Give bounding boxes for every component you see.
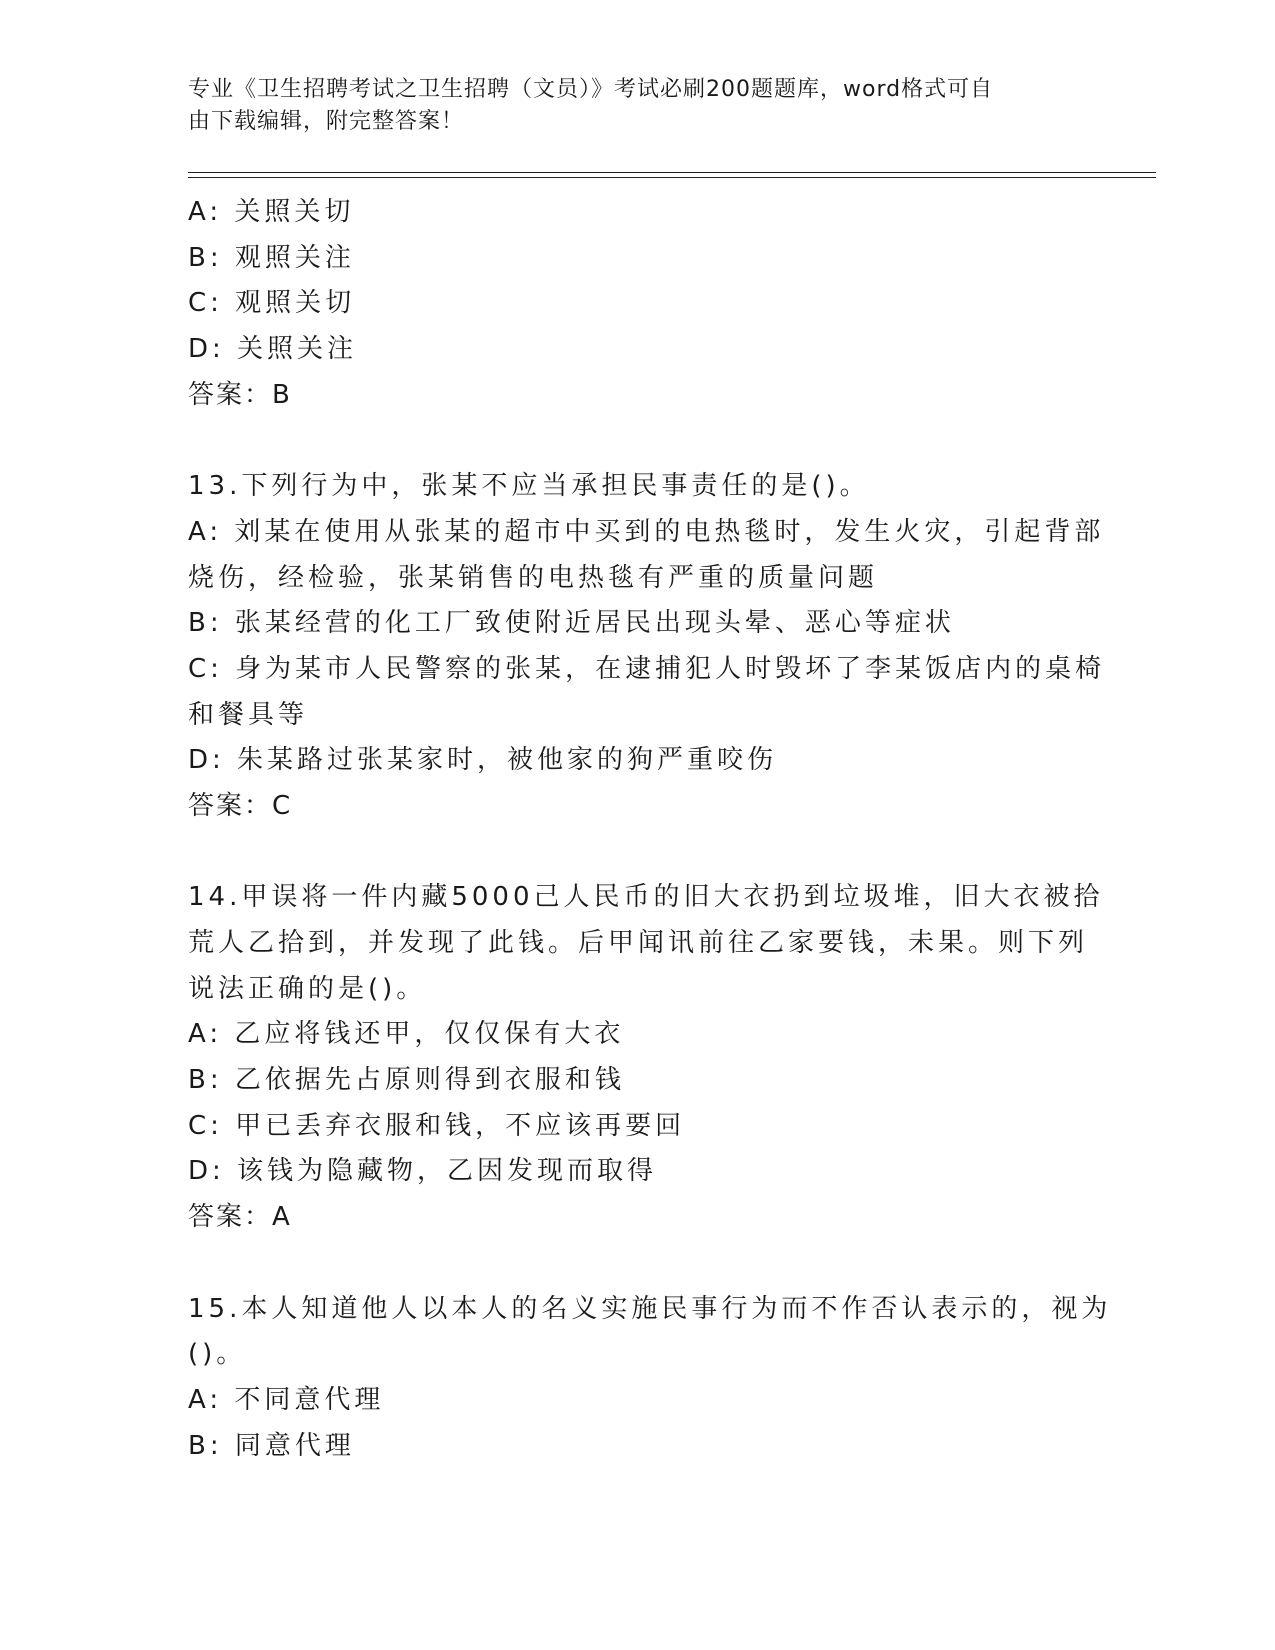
question-14	[188, 875, 1104, 1241]
option-b: B: 观照关注	[188, 242, 355, 273]
question-12-continued	[188, 190, 1078, 418]
question-stem-line-3: 说法正确的是()。	[188, 973, 427, 1004]
option-a: A: 乙应将钱还甲，仅仅保有大衣	[188, 1019, 625, 1050]
option-b: B: 张某经营的化工厂致使附近居民出现头晕、恶心等症状	[188, 608, 955, 639]
option-a: A: 关照关切	[188, 197, 355, 227]
question-stem: 13.下列行为中，张某不应当承担民事责任的是()。	[188, 471, 870, 502]
option-c: C: 甲已丢弃衣服和钱，不应该再要回	[188, 1110, 686, 1141]
question-stem-line-1: 15.本人知道他人以本人的名义实施民事行为而不作否认表示的，视为	[188, 1293, 1112, 1324]
header-line-2: 由下载编辑，附完整答案！	[188, 109, 465, 134]
option-b: B: 乙依据先占原则得到衣服和钱	[188, 1065, 625, 1096]
option-a-continued: 烧伤，经检验，张某销售的电热毯有严重的质量问题	[188, 562, 879, 593]
option-c: C: 身为某市人民警察的张某，在逮捕犯人时毁坏了李某饭店内的桌椅	[188, 653, 1106, 684]
document-header	[188, 74, 1068, 138]
option-d: D: 朱某路过张某家时，被他家的狗严重咬伤	[188, 745, 778, 776]
answer-line: 答案：B	[188, 379, 292, 410]
header-rule-top	[188, 172, 1156, 173]
answer-line: 答案：A	[188, 1202, 292, 1233]
header-rule-bottom	[188, 177, 1156, 178]
question-list	[188, 190, 1112, 1469]
answer-line: 答案：C	[188, 790, 293, 821]
question-stem-line-2: ()。	[188, 1339, 247, 1370]
option-c-continued: 和餐具等	[188, 699, 309, 730]
option-d: D: 关照关注	[188, 334, 358, 365]
option-b: B: 同意代理	[188, 1430, 355, 1461]
option-c: C: 观照关切	[188, 288, 356, 319]
header-line-1: 专业《卫生招聘考试之卫生招聘（文员）》考试必刷200题题库，word格式可自	[188, 77, 994, 102]
question-stem-line-1: 14.甲误将一件内藏5000己人民币的旧大衣扔到垃圾堆，旧大衣被拾	[188, 882, 1104, 913]
option-a: A: 不同意代理	[188, 1384, 385, 1415]
option-d: D: 该钱为隐藏物，乙因发现而取得	[188, 1156, 658, 1187]
question-13	[188, 464, 1106, 830]
question-15	[188, 1287, 1112, 1470]
question-stem-line-2: 荒人乙拾到，并发现了此钱。后甲闻讯前往乙家要钱，未果。则下列	[188, 928, 1089, 958]
option-a: A: 刘某在使用从张某的超市中买到的电热毯时，发生火灾，引起背部	[188, 516, 1105, 547]
